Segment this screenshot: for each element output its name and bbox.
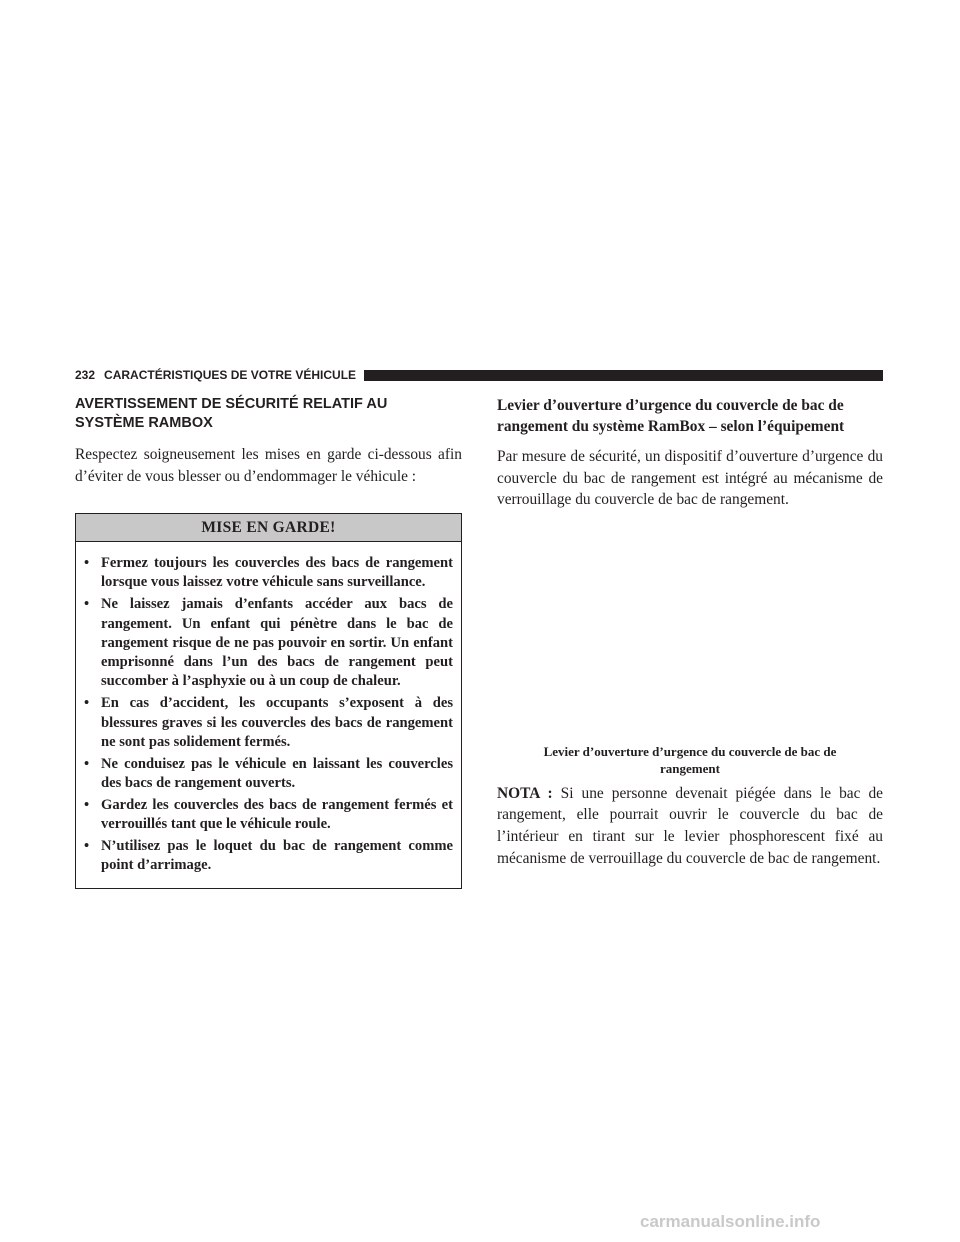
release-paragraph: Par mesure de sécurité, un dispositif d’ouverture d’urgence du couvercle du bac de rangement est intégré au mécanisme de verrouillage du couvercle de bac de rangement. — [497, 448, 883, 509]
page-number: 232 — [75, 368, 96, 382]
left-column — [75, 395, 462, 889]
chapter-title: CARACTÉRISTIQUES DE VOTRE VÉHICULE — [104, 368, 357, 382]
bullet-icon: • — [84, 755, 90, 772]
bullet-icon: • — [84, 837, 90, 854]
warning-item-text: Gardez les couvercles des bacs de rangement fermés et verrouillés tant que le véhicule roule. — [101, 796, 453, 833]
figure-placeholder — [497, 511, 883, 743]
bullet-icon: • — [84, 796, 90, 813]
watermark: carmanualsonline.info — [640, 1212, 821, 1231]
section-title-line-1: AVERTISSEMENT DE SÉCURITÉ RELATIF AU — [75, 396, 388, 412]
bullet-icon: • — [84, 555, 90, 572]
warning-box — [75, 513, 462, 889]
subsection-title — [497, 395, 883, 437]
subsection-title-line-1: Levier d’ouverture d’urgence du couvercle de bac de — [497, 397, 844, 414]
page-header — [75, 367, 883, 383]
warning-item — [84, 595, 453, 691]
warning-item-text: Ne laissez jamais d’enfants accéder aux bacs de rangement. Un enfant qui pénètre dans le bac de rangement risque de ne pas pouvoir en sortir. Un enfant emprisonné dans l’un des bacs de rangement peut succomber à l’asphyxie ou à un coup de chaleur. — [101, 596, 453, 690]
warning-item — [84, 837, 453, 876]
warning-title: MISE EN GARDE! — [76, 514, 461, 542]
warning-item — [84, 755, 453, 794]
section-title — [75, 395, 462, 433]
warning-item-text: N’utilisez pas le loquet du bac de rangement comme point d’arrimage. — [101, 837, 453, 874]
bullet-icon: • — [84, 596, 90, 613]
subsection-title-line-2: rangement du système RamBox – selon l’équipement — [497, 418, 845, 435]
intro-paragraph: Respectez soigneusement les mises en garde ci-dessous afin d’éviter de vous blesser ou d’endommager le véhicule : — [75, 446, 462, 485]
warning-item-text: Ne conduisez pas le véhicule en laissant les couvercles des bacs de rangement ouverts. — [101, 755, 453, 791]
note-paragraph — [497, 783, 883, 869]
warning-item — [84, 554, 453, 593]
warning-item-text: Fermez toujours les couvercles des bacs de rangement lorsque vous laissez votre véhicule sans surveillance. — [101, 555, 453, 591]
note-label: NOTA : — [497, 784, 553, 802]
warning-item — [84, 694, 453, 752]
bullet-icon: • — [84, 695, 90, 712]
warning-item — [84, 796, 453, 835]
warning-list — [76, 542, 461, 888]
note-text: Si une personne devenait piégée dans le bac de rangement, elle pourrait ouvrir le couvercle du bac de l’intérieur en tirant sur le levier phosphorescent fixé au mécanisme de verrouillage du couvercle de bac de rangement. — [497, 784, 883, 867]
warning-item-text: En cas d’accident, les occupants s’exposent à des blessures graves si les couvercles des bacs de rangement ne sont pas solidement fermés. — [101, 695, 453, 750]
header-rule — [364, 370, 883, 381]
figure-caption: Levier d’ouverture d’urgence du couvercle de bac de rangement — [543, 743, 837, 776]
section-title-line-2: SYSTÈME RAMBOX — [75, 415, 213, 431]
right-column — [497, 395, 883, 869]
